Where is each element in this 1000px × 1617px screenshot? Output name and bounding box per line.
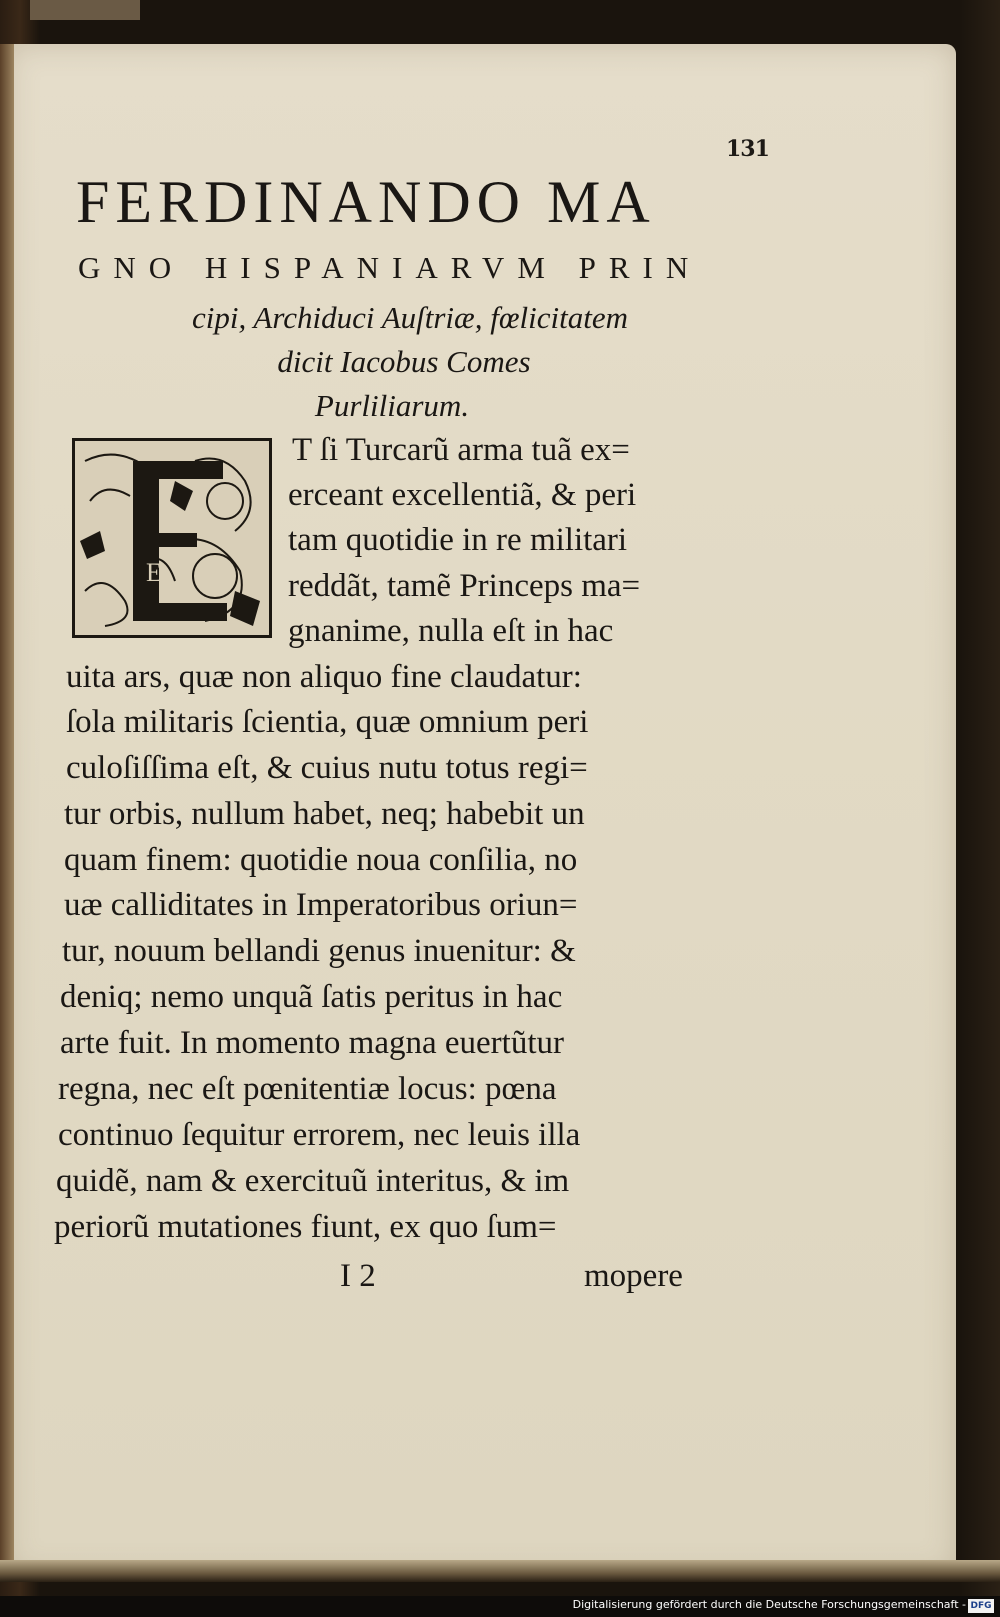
heading-line-2: GNO HISPANIARVM PRIN — [78, 250, 702, 285]
text-line: arte fuit. In momento magna euertũtur — [60, 1025, 564, 1061]
signature-mark: I 2 — [340, 1258, 376, 1294]
dfg-logo: DFG — [968, 1599, 994, 1613]
funding-credit: Digitalisierung gefördert durch die Deutsche Forschungsgemeinschaft - — [572, 1598, 966, 1611]
text-line: gnanime, nulla eſt in hac — [288, 613, 614, 649]
book-cover-edge — [30, 0, 140, 20]
heading-line-1: FERDINANDO MA — [76, 169, 656, 235]
text-line: quidẽ, nam & exercituũ interitus, & im — [56, 1163, 570, 1199]
heading-line-5: Purliliarum. — [314, 388, 470, 423]
initial-letter: E — [146, 558, 162, 587]
text-line: uita ars, quæ non aliquo fine claudatur: — [66, 659, 582, 695]
text-line: erceant excellentiã, & peri — [288, 477, 637, 513]
text-line: tur, nouum bellandi genus inuenitur: & — [62, 933, 576, 969]
text-line: culoſiſſima eſt, & cuius nutu totus regi= — [66, 750, 588, 786]
heading-line-3: cipi, Archiduci Auſtriæ, fœlicitatem — [192, 300, 628, 335]
text-line: tur orbis, nullum habet, neq; habebit un — [64, 796, 585, 832]
text-line: periorũ mutationes fiunt, ex quo ſum= — [54, 1209, 557, 1245]
text-line: continuo ſequitur errorem, nec leuis illa — [58, 1117, 581, 1153]
page-bottom-edge — [0, 1560, 1000, 1582]
text-line: T ſi Turcarũ arma tuã ex= — [292, 432, 630, 468]
text-line: uæ calliditates in Imperatoribus oriun= — [64, 887, 578, 923]
text-line: reddãt, tamẽ Princeps ma= — [288, 568, 641, 604]
heading-line-4: dicit Iacobus Comes — [277, 344, 531, 379]
text-line: ſola militaris ſcientia, quæ omnium peri — [66, 704, 589, 740]
text-line: deniq; nemo unquã ſatis peritus in hac — [60, 979, 563, 1015]
woodcut-initial-illustration — [75, 441, 269, 635]
folio-number: 131 — [726, 136, 769, 162]
text-line: tam quotidie in re militari — [288, 522, 628, 558]
decorated-initial — [72, 438, 272, 638]
catchword: mopere — [584, 1258, 683, 1294]
text-line: regna, nec eſt pœnitentiæ locus: pœna — [58, 1071, 557, 1107]
spine-edge — [0, 44, 14, 1574]
text-line: quam finem: quotidie noua conſilia, no — [64, 842, 578, 878]
